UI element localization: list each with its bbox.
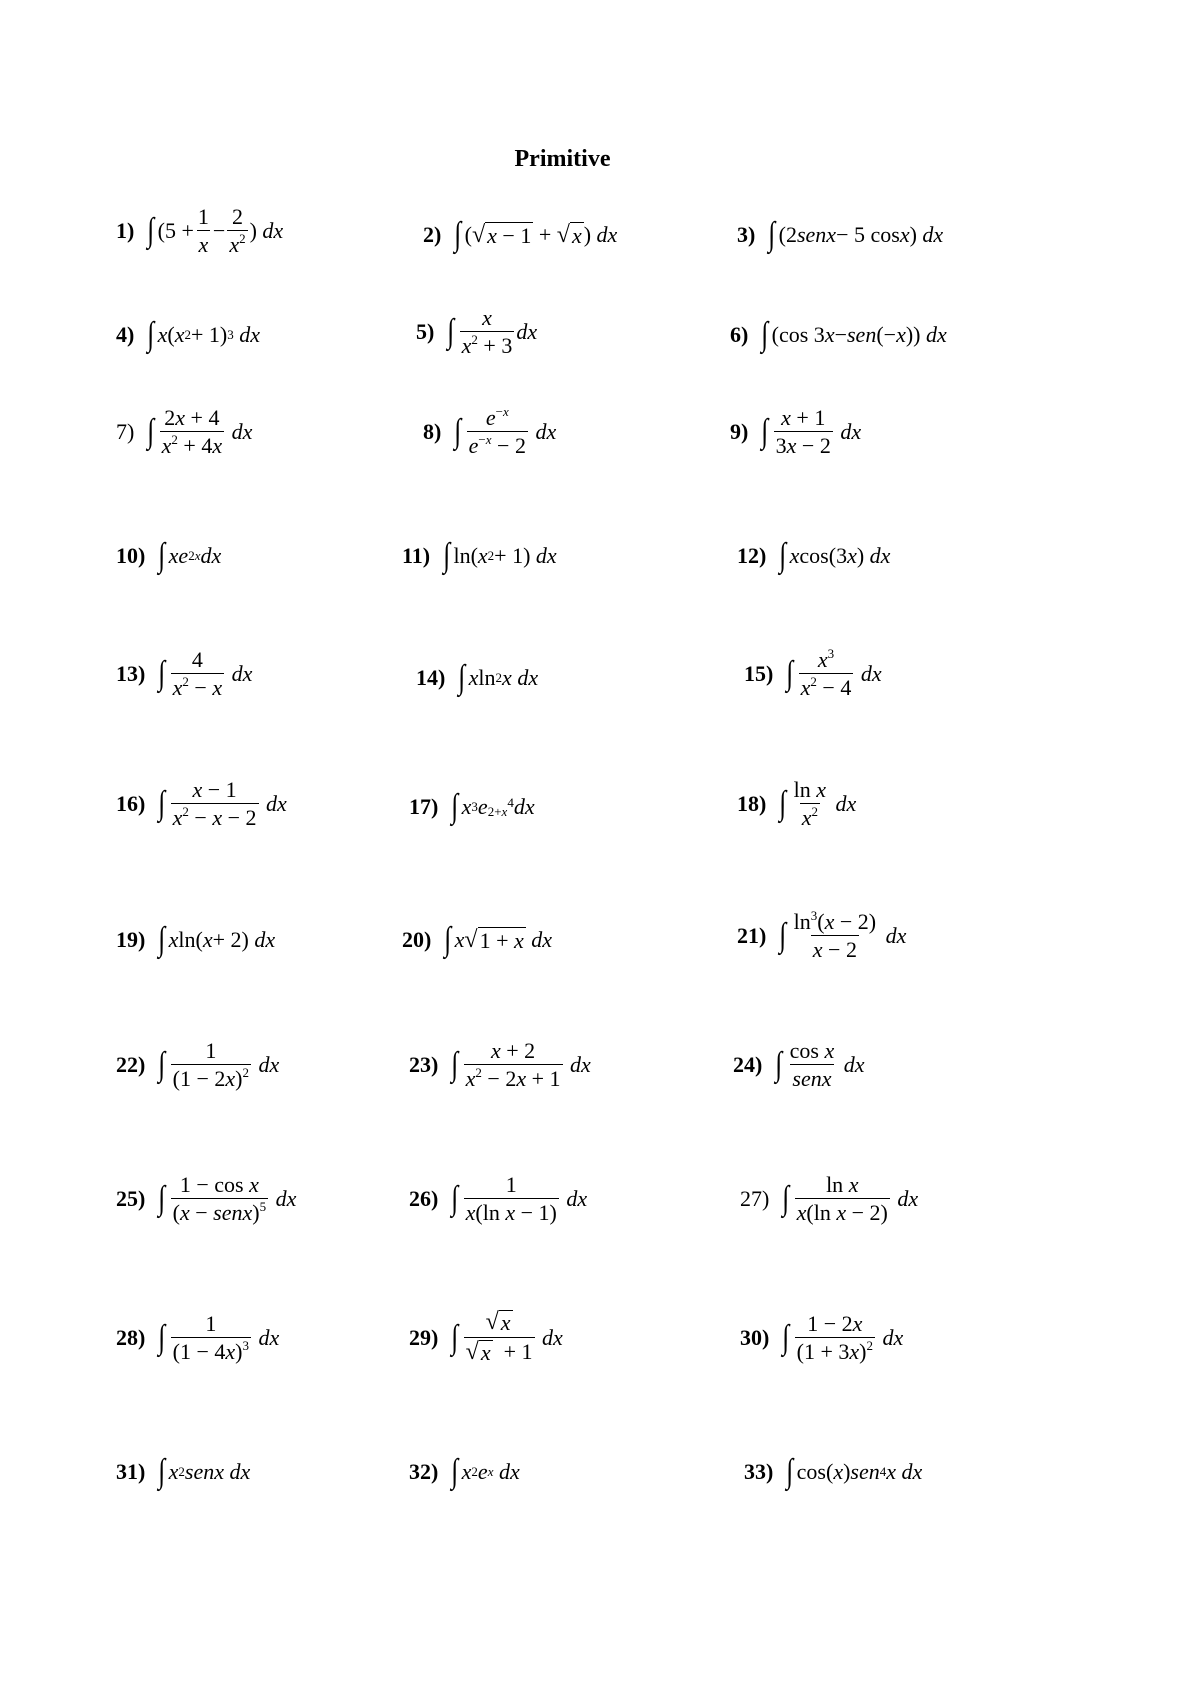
- exercise-number: 22): [116, 1051, 146, 1077]
- exercise-number: 21): [737, 922, 767, 948]
- exercise-number: 32): [409, 1459, 439, 1484]
- exercise-number: 33): [744, 1459, 774, 1484]
- exercise-11: 11) ∫ ln( x 2 + 1) dx: [402, 537, 557, 574]
- exercise-3: 3) ∫ (2 senx − 5 cos x ) dx: [737, 216, 944, 253]
- exercise-10: 10) ∫ xe 2x dx: [116, 537, 222, 574]
- exercise-number: 24): [733, 1051, 763, 1077]
- exercise-15: 15) ∫ $\frac{x^3}{x^2 - 4}$ dx: [744, 646, 882, 701]
- exercise-4: 4) ∫ x ( x 2 + 1) 3 dx: [116, 316, 261, 353]
- page-title: Primitive: [514, 146, 611, 172]
- exercise-number: 27): [740, 1185, 770, 1211]
- exercise-number: 6): [730, 322, 749, 347]
- exercise-number: 5): [416, 318, 435, 344]
- exercise-number: 3): [737, 222, 756, 247]
- exercise-29: 29) ∫ √ x √ x + 1 dx: [409, 1309, 563, 1366]
- exercise-number: 9): [730, 418, 749, 444]
- exercise-2: 2) ∫ ( √ x − 1 + √ x ) dx: [423, 216, 618, 253]
- exercise-25: 25) ∫ $\frac{\text{1 − cos x}}{(x - senx)^5}$ dx: [116, 1172, 297, 1226]
- exercise-number: 13): [116, 660, 146, 686]
- exercise-14: 14) ∫ x ln 2 x dx: [416, 659, 539, 696]
- exercise-number: 31): [116, 1459, 146, 1484]
- exercise-number: 8): [423, 418, 442, 444]
- exercise-number: 15): [744, 660, 774, 686]
- exercise-number: 2): [423, 222, 442, 247]
- exercise-number: 4): [116, 322, 135, 347]
- exercise-31: 31) ∫ x 2 senx dx: [116, 1453, 251, 1490]
- exercise-9: 9) ∫ $\frac{x + 1}{3x - 2}$ dx: [730, 405, 862, 459]
- exercise-number: 25): [116, 1185, 146, 1211]
- exercise-number: 12): [737, 543, 767, 568]
- exercise-number: 18): [737, 790, 767, 816]
- exercise-23: 23) ∫ $\frac{x + 2}{x^2 - 2x + 1}$ dx: [409, 1038, 591, 1092]
- exercise-19: 19) ∫ x ln( x + 2) dx: [116, 921, 276, 958]
- exercise-number: 16): [116, 790, 146, 816]
- exercise-number: 29): [409, 1324, 439, 1350]
- exercise-8: 8) ∫ $\frac{e^{-x}}{e^{-x} - 2}$ dx: [423, 404, 557, 459]
- exercise-number: 10): [116, 543, 146, 568]
- exercise-number: 17): [409, 794, 439, 819]
- exercise-number: 26): [409, 1185, 439, 1211]
- exercise-28: 28) ∫ $\frac{1}{(1 - 4x)^3}$ dx: [116, 1311, 280, 1365]
- exercise-16: 16) ∫ $\frac{x - 1}{x^2 - x - 2}$ dx: [116, 777, 287, 831]
- exercise-number: 23): [409, 1051, 439, 1077]
- exercise-number: 30): [740, 1324, 770, 1350]
- exercise-32: 32) ∫ x 2 e x dx: [409, 1453, 520, 1490]
- exercise-7: 7) ∫ $\frac{2x + 4}{x^2 + 4x}$ dx: [116, 405, 253, 459]
- exercise-18: 18) ∫ $\frac{\text{ln x}}{x^2}$ dx: [737, 777, 857, 831]
- exercise-22: 22) ∫ $\frac{1}{(1 - 2x)^2}$ dx: [116, 1038, 280, 1092]
- exercise-13: 13) ∫ $\frac{4}{x^2 - x}$ dx: [116, 647, 253, 701]
- exercise-number: 19): [116, 927, 146, 952]
- exercise-number: 28): [116, 1324, 146, 1350]
- exercise-24: 24) ∫ $\frac{\text{cos x}}{\text{senx}}$ dx: [733, 1038, 865, 1092]
- exercise-number: 20): [402, 927, 432, 952]
- exercise-27: 27) ∫ $\frac{\text{ln x}}{\text{x(ln x − 2)}}$ dx: [740, 1172, 919, 1226]
- exercise-12: 12) ∫ x cos(3 x ) dx: [737, 537, 891, 574]
- exercise-number: 1): [116, 217, 135, 243]
- exercise-26: 26) ∫ $\frac{1}{\text{x(ln x − 1)}}$ dx: [409, 1172, 588, 1226]
- exercise-5: 5) ∫ $\frac{x}{x^2 + 3}$ dx: [416, 305, 538, 359]
- exercise-21: 21) ∫ $\frac{\ln^3(x - 2)}{x - 2}$ dx: [737, 908, 907, 963]
- exercise-30: 30) ∫ $\frac{1 - 2x}{(1 + 3x)^2}$ dx: [740, 1311, 904, 1365]
- exercise-17: 17) ∫ x 3 e $2+x^4$ dx: [409, 788, 535, 825]
- exercise-20: 20) ∫ x √ 1 + x dx: [402, 921, 553, 958]
- exercise-6: 6) ∫ (cos 3 x − sen (− x )) dx: [730, 316, 947, 353]
- exercise-number: 14): [416, 665, 446, 690]
- exercise-33: 33) ∫ cos( x ) sen 4 x dx: [744, 1453, 923, 1490]
- exercise-number: 11): [402, 543, 431, 568]
- exercise-1: 1) ∫ (5 + $\frac{1}{x}$ − $\frac{2}{x^2}$ ) dx: [116, 204, 284, 258]
- exercise-number: 7): [116, 418, 135, 444]
